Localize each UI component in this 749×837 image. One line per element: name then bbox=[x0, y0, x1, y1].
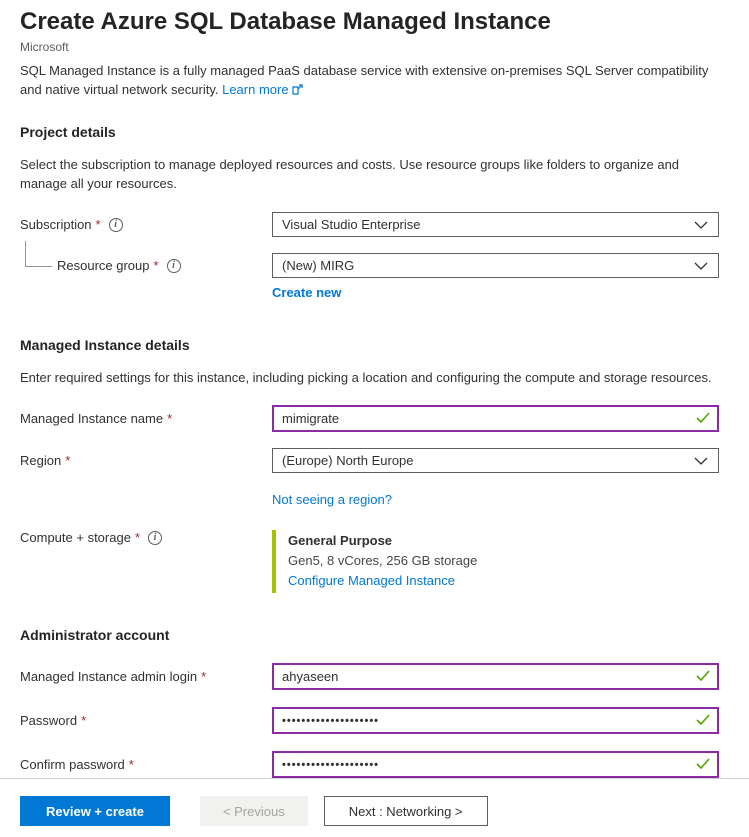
chevron-down-icon bbox=[694, 452, 708, 470]
subscription-row bbox=[20, 212, 719, 237]
password-input[interactable] bbox=[272, 707, 719, 734]
resource-group-row bbox=[20, 253, 719, 278]
required-asterisk: * bbox=[128, 757, 134, 772]
required-asterisk: * bbox=[167, 411, 173, 426]
compute-tier-indicator bbox=[272, 530, 719, 593]
subscription-label: Subscription * i bbox=[20, 217, 272, 232]
required-asterisk: * bbox=[153, 258, 159, 273]
checkmark-icon bbox=[696, 712, 710, 730]
not-seeing-region-link[interactable]: Not seeing a region? bbox=[272, 492, 392, 507]
compute-storage-row bbox=[20, 530, 719, 593]
chevron-down-icon bbox=[694, 257, 708, 275]
region-label: Region * bbox=[20, 453, 71, 468]
project-details-description: Select the subscription to manage deployed resources and costs. Use resource groups like folders to organize and manage all your resources. bbox=[20, 157, 680, 191]
checkmark-icon bbox=[696, 756, 710, 774]
compute-tier-name: General Purpose bbox=[288, 533, 393, 548]
instance-name-input[interactable] bbox=[272, 405, 719, 432]
confirm-password-input[interactable] bbox=[272, 751, 719, 778]
resource-group-dropdown-value: (New) MIRG bbox=[282, 258, 355, 273]
required-asterisk: * bbox=[201, 669, 207, 684]
learn-more-link[interactable]: Learn more bbox=[222, 82, 289, 97]
info-icon[interactable]: i bbox=[109, 218, 123, 232]
subscription-dropdown[interactable] bbox=[272, 212, 719, 237]
compute-storage-label: Compute + storage * i bbox=[20, 530, 272, 545]
checkmark-icon bbox=[696, 410, 710, 428]
checkmark-icon bbox=[696, 668, 710, 686]
external-link-icon bbox=[292, 81, 303, 100]
section-heading-administrator-account: Administrator account bbox=[20, 627, 170, 643]
required-asterisk: * bbox=[95, 217, 101, 232]
create-new-link[interactable]: Create new bbox=[272, 285, 342, 300]
review-create-button[interactable]: Review + create bbox=[20, 796, 170, 826]
region-row bbox=[20, 448, 719, 473]
required-asterisk: * bbox=[65, 453, 71, 468]
subscription-group bbox=[20, 212, 719, 300]
page-description bbox=[20, 61, 719, 100]
section-heading-managed-instance-details: Managed Instance details bbox=[20, 337, 190, 353]
instance-details-description: Enter required settings for this instance, including picking a location and configuring the compute and storage resources. bbox=[20, 370, 712, 385]
admin-login-input[interactable] bbox=[272, 663, 719, 690]
password-label: Password * bbox=[20, 713, 87, 728]
required-asterisk: * bbox=[134, 530, 140, 545]
confirm-password-row bbox=[20, 751, 719, 778]
region-dropdown-value: (Europe) North Europe bbox=[282, 453, 414, 468]
wizard-footer bbox=[0, 778, 749, 837]
section-heading-project-details: Project details bbox=[20, 124, 116, 140]
resource-group-label: Resource group * i bbox=[20, 258, 272, 273]
confirm-password-label: Confirm password * bbox=[20, 757, 134, 772]
page-description-text: SQL Managed Instance is a fully managed PaaS database service with extensive on-premises SQL Server compatibility and native virtual network security. bbox=[20, 63, 709, 97]
chevron-down-icon bbox=[694, 216, 708, 234]
previous-button[interactable]: < Previous bbox=[200, 796, 308, 826]
compute-spec: Gen5, 8 vCores, 256 GB storage bbox=[288, 553, 478, 568]
subscription-dropdown-value: Visual Studio Enterprise bbox=[282, 217, 421, 232]
tree-connector bbox=[25, 241, 52, 267]
instance-name-label: Managed Instance name * bbox=[20, 411, 173, 426]
region-dropdown[interactable] bbox=[272, 448, 719, 473]
admin-login-row bbox=[20, 663, 719, 690]
info-icon[interactable]: i bbox=[167, 259, 181, 273]
page-title: Create Azure SQL Database Managed Instance bbox=[20, 8, 551, 35]
info-icon[interactable]: i bbox=[148, 531, 162, 545]
admin-login-label: Managed Instance admin login * bbox=[20, 669, 207, 684]
configure-managed-instance-link[interactable]: Configure Managed Instance bbox=[288, 573, 455, 588]
next-networking-button[interactable]: Next : Networking > bbox=[324, 796, 488, 826]
required-asterisk: * bbox=[81, 713, 87, 728]
resource-group-dropdown[interactable] bbox=[272, 253, 719, 278]
password-row bbox=[20, 707, 719, 734]
publisher-label: Microsoft bbox=[20, 40, 69, 54]
instance-name-row bbox=[20, 405, 719, 432]
